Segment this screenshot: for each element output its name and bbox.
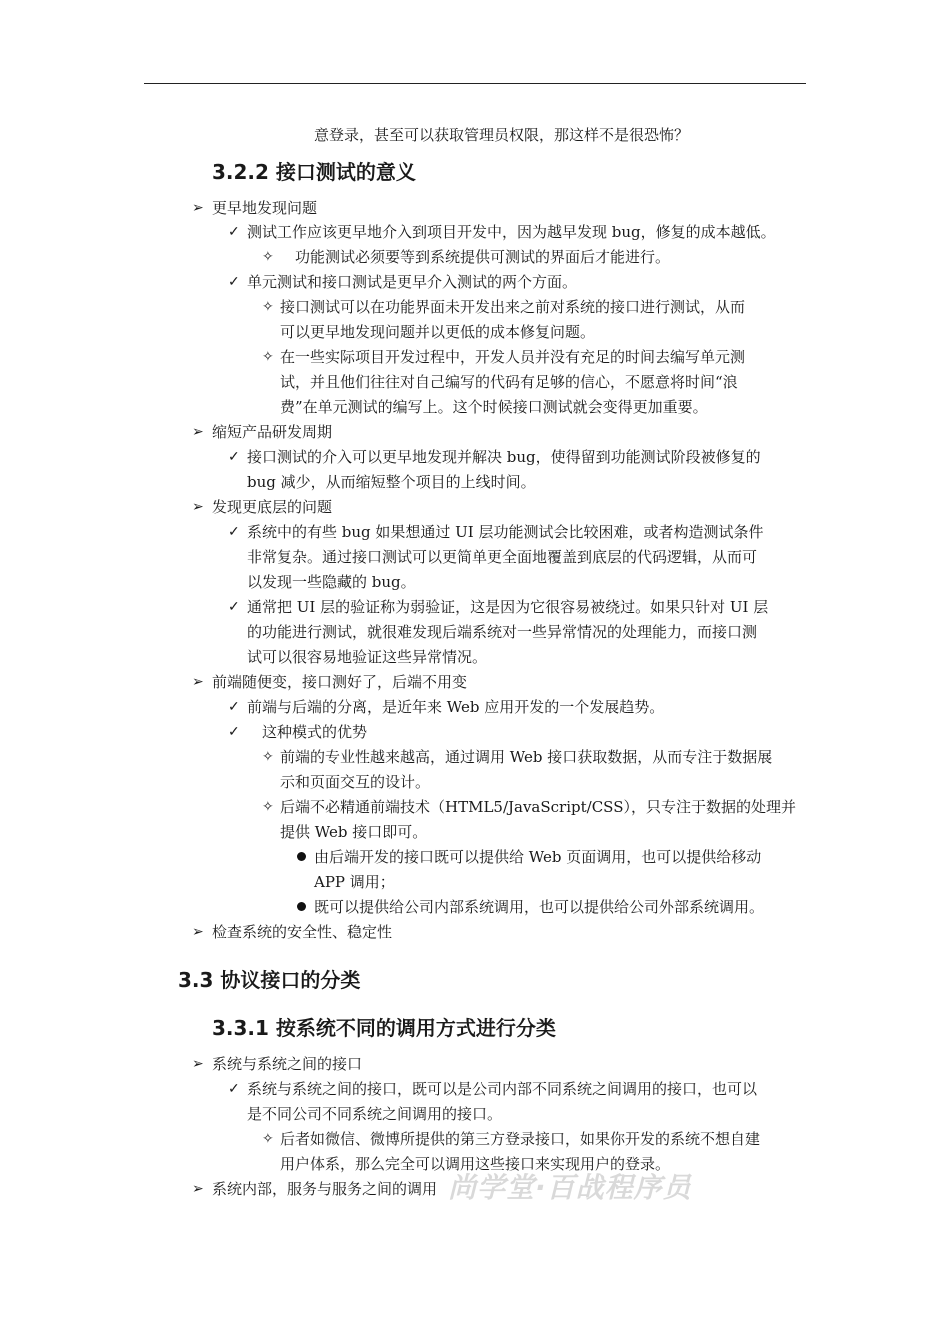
diamond-bullet-icon: ✧ <box>262 299 274 315</box>
bullet-item: 系统与系统之间的接口 <box>212 1055 363 1073</box>
diamond-bullet-icon: ✧ <box>262 349 274 365</box>
check-item: 测试工作应该更早地介入到项目开发中，因为越早发现 bug，修复的成本越低。 <box>247 223 776 241</box>
check-item: 系统中的有些 bug 如果想通过 UI 层功能测试会比较困难，或者构造测试条件 <box>247 523 764 541</box>
watermark: 尚学堂·百战程序员 <box>448 1171 692 1204</box>
arrow-bullet-icon: ➢ <box>192 424 204 440</box>
bullet-item: 前端随便变，接口测好了，后端不用变 <box>212 673 468 691</box>
bullet-item: 更早地发现问题 <box>212 199 318 217</box>
arrow-bullet-icon: ➢ <box>192 1056 204 1072</box>
diamond-bullet-icon: ✧ <box>262 749 274 765</box>
check-bullet-icon: ✓ <box>228 224 240 240</box>
check-item: 单元测试和接口测试是更早介入测试的两个方面。 <box>247 273 578 291</box>
continuation-text: 意登录，甚至可以获取管理员权限，那这样不是很恐怖？ <box>314 126 690 144</box>
diamond-item: 前端的专业性越来越高，通过调用 Web 接口获取数据，从而专注于数据展 <box>280 748 773 766</box>
disc-item: 由后端开发的接口既可以提供给 Web 页面调用，也可以提供给移动 <box>314 848 762 866</box>
check-bullet-icon: ✓ <box>228 274 240 290</box>
diamond-item: 接口测试可以在功能界面未开发出来之前对系统的接口进行测试，从而 <box>280 298 746 316</box>
diamond-item-cont: 试，并且他们往往对自己编写的代码有足够的信心，不愿意将时间“浪 <box>280 373 738 391</box>
heading-3-2-2: 3.2.2 接口测试的意义 <box>212 160 416 184</box>
check-item-cont: 以发现一些隐藏的 bug。 <box>247 573 416 591</box>
disc-bullet-icon <box>297 852 306 861</box>
check-bullet-icon: ✓ <box>228 599 240 615</box>
disc-bullet-icon <box>297 902 306 911</box>
bullet-item: 检查系统的安全性、稳定性 <box>212 923 393 941</box>
check-item-cont: 非常复杂。通过接口测试可以更简单更全面地覆盖到底层的代码逻辑，从而可 <box>247 548 758 566</box>
check-bullet-icon: ✓ <box>228 449 240 465</box>
check-item-cont: 试可以很容易地验证这些异常情况。 <box>247 648 488 666</box>
check-bullet-icon: ✓ <box>228 524 240 540</box>
disc-item: 既可以提供给公司内部系统调用，也可以提供给公司外部系统调用。 <box>314 898 765 916</box>
diamond-bullet-icon: ✧ <box>262 249 274 265</box>
disc-item-cont: APP 调用； <box>314 873 395 891</box>
check-bullet-icon: ✓ <box>228 1081 240 1097</box>
diamond-item-cont: 示和页面交互的设计。 <box>280 773 431 791</box>
heading-3-3: 3.3 协议接口的分类 <box>178 968 361 992</box>
diamond-item-cont: 用户体系，那么完全可以调用这些接口来实现用户的登录。 <box>280 1155 671 1173</box>
check-item-cont: bug 减少，从而缩短整个项目的上线时间。 <box>247 473 536 491</box>
arrow-bullet-icon: ➢ <box>192 1181 204 1197</box>
check-item: 系统与系统之间的接口，既可以是公司内部不同系统之间调用的接口，也可以 <box>247 1080 758 1098</box>
check-item-cont: 是不同公司不同系统之间调用的接口。 <box>247 1105 503 1123</box>
header-rule <box>144 83 806 84</box>
diamond-item-cont: 提供 Web 接口即可。 <box>280 823 428 841</box>
diamond-item: 后者如微信、微博所提供的第三方登录接口，如果你开发的系统不想自建 <box>280 1130 761 1148</box>
check-item: 通常把 UI 层的验证称为弱验证，这是因为它很容易被绕过。如果只针对 UI 层 <box>247 598 769 616</box>
arrow-bullet-icon: ➢ <box>192 200 204 216</box>
diamond-item-cont: 可以更早地发现问题并以更低的成本修复问题。 <box>280 323 596 341</box>
diamond-item: 功能测试必须要等到系统提供可测试的界面后才能进行。 <box>295 248 671 266</box>
check-bullet-icon: ✓ <box>228 699 240 715</box>
bullet-item: 发现更底层的问题 <box>212 498 333 516</box>
check-item: 接口测试的介入可以更早地发现并解决 bug，使得留到功能测试阶段被修复的 <box>247 448 761 466</box>
diamond-bullet-icon: ✧ <box>262 1131 274 1147</box>
arrow-bullet-icon: ➢ <box>192 924 204 940</box>
diamond-item: 在一些实际项目开发过程中，开发人员并没有充足的时间去编写单元测 <box>280 348 746 366</box>
check-item: 前端与后端的分离，是近年来 Web 应用开发的一个发展趋势。 <box>247 698 665 716</box>
check-item: 这种模式的优势 <box>262 723 368 741</box>
arrow-bullet-icon: ➢ <box>192 499 204 515</box>
check-item-cont: 的功能进行测试，就很难发现后端系统对一些异常情况的处理能力，而接口测 <box>247 623 758 641</box>
heading-3-3-1: 3.3.1 按系统不同的调用方式进行分类 <box>212 1016 556 1040</box>
check-bullet-icon: ✓ <box>228 724 240 740</box>
bullet-item: 系统内部，服务与服务之间的调用 <box>212 1180 438 1198</box>
diamond-bullet-icon: ✧ <box>262 799 274 815</box>
arrow-bullet-icon: ➢ <box>192 674 204 690</box>
bullet-item: 缩短产品研发周期 <box>212 423 333 441</box>
diamond-item: 后端不必精通前端技术（HTML5/JavaScript/CSS），只专注于数据的处理并 <box>280 798 796 816</box>
diamond-item-cont: 费”在单元测试的编写上。这个时候接口测试就会变得更加重要。 <box>280 398 708 416</box>
